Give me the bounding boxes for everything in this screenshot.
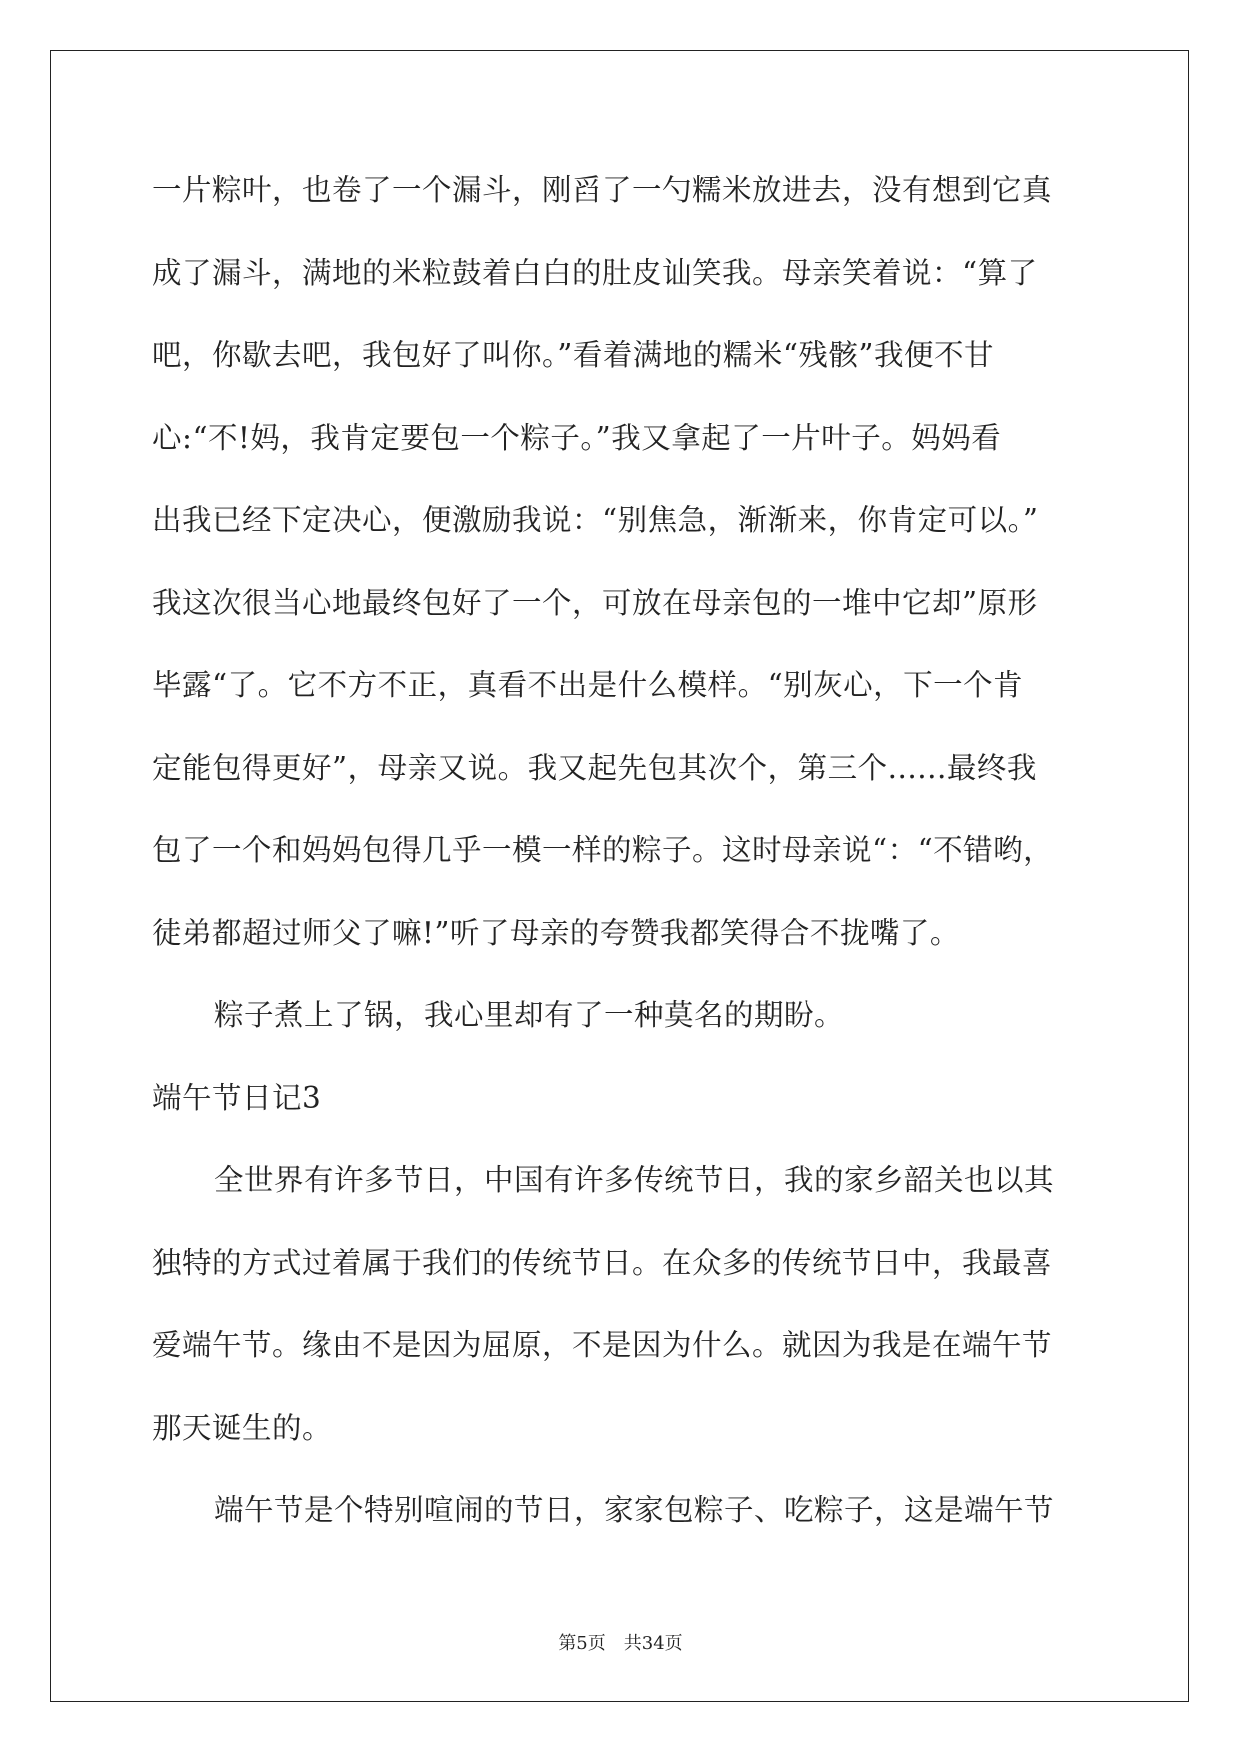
page-number: 第5页 共34页 [558, 1633, 683, 1654]
text-line: 定能包得更好”，母亲又说。我又起先包其次个，第三个......最终我 [152, 750, 1037, 785]
text-line: 出我已经下定决心，便激励我说：“别焦急，渐渐来，你肯定可以。” [152, 503, 1039, 537]
text-line: 爱端午节。缘由不是因为屈原，不是因为什么。就因为我是在端午节 [152, 1328, 1053, 1362]
text-line: 成了漏斗，满地的米粒鼓着白白的肚皮讪笑我。母亲笑着说：“算了 [152, 255, 1038, 290]
text-line: 独特的方式过着属于我们的传统节日。在众多的传统节日中，我最喜 [152, 1245, 1053, 1280]
text-line: 一片粽叶，也卷了一个漏斗，刚舀了一勺糯米放进去，没有想到它真 [152, 173, 1053, 207]
text-line: 那天诞生的。 [152, 1410, 333, 1445]
section-heading: 端午节日记3 [152, 1080, 322, 1115]
text-line: 心:“不!妈，我肯定要包一个粽子。”我又拿起了一片叶子。妈妈看 [152, 420, 1002, 455]
paragraph-start: 端午节是个特别喧闹的节日，家家包粽子、吃粽子，这是端午节 [214, 1493, 1055, 1527]
paragraph-start: 粽子煮上了锅，我心里却有了一种莫名的期盼。 [214, 998, 845, 1032]
paragraph-start: 全世界有许多节日，中国有许多传统节日，我的家乡韶关也以其 [214, 1163, 1055, 1197]
text-line: 徒弟都超过师父了嘛!”听了母亲的夸赞我都笑得合不拢嘴了。 [152, 915, 960, 950]
text-line: 吧，你歇去吧，我包好了叫你。”看着满地的糯米“残骸”我便不甘 [152, 338, 994, 372]
text-line: 包了一个和妈妈包得几乎一模一样的粽子。这时母亲说“：“不错哟， [152, 833, 1054, 867]
document-body [152, 155, 1090, 1558]
text-line: 毕露“了。它不方不正，真看不出是什么模样。“别灰心，下一个肯 [152, 668, 1024, 702]
text-line: 我这次很当心地最终包好了一个，可放在母亲包的一堆中它却”原形 [152, 585, 1038, 620]
